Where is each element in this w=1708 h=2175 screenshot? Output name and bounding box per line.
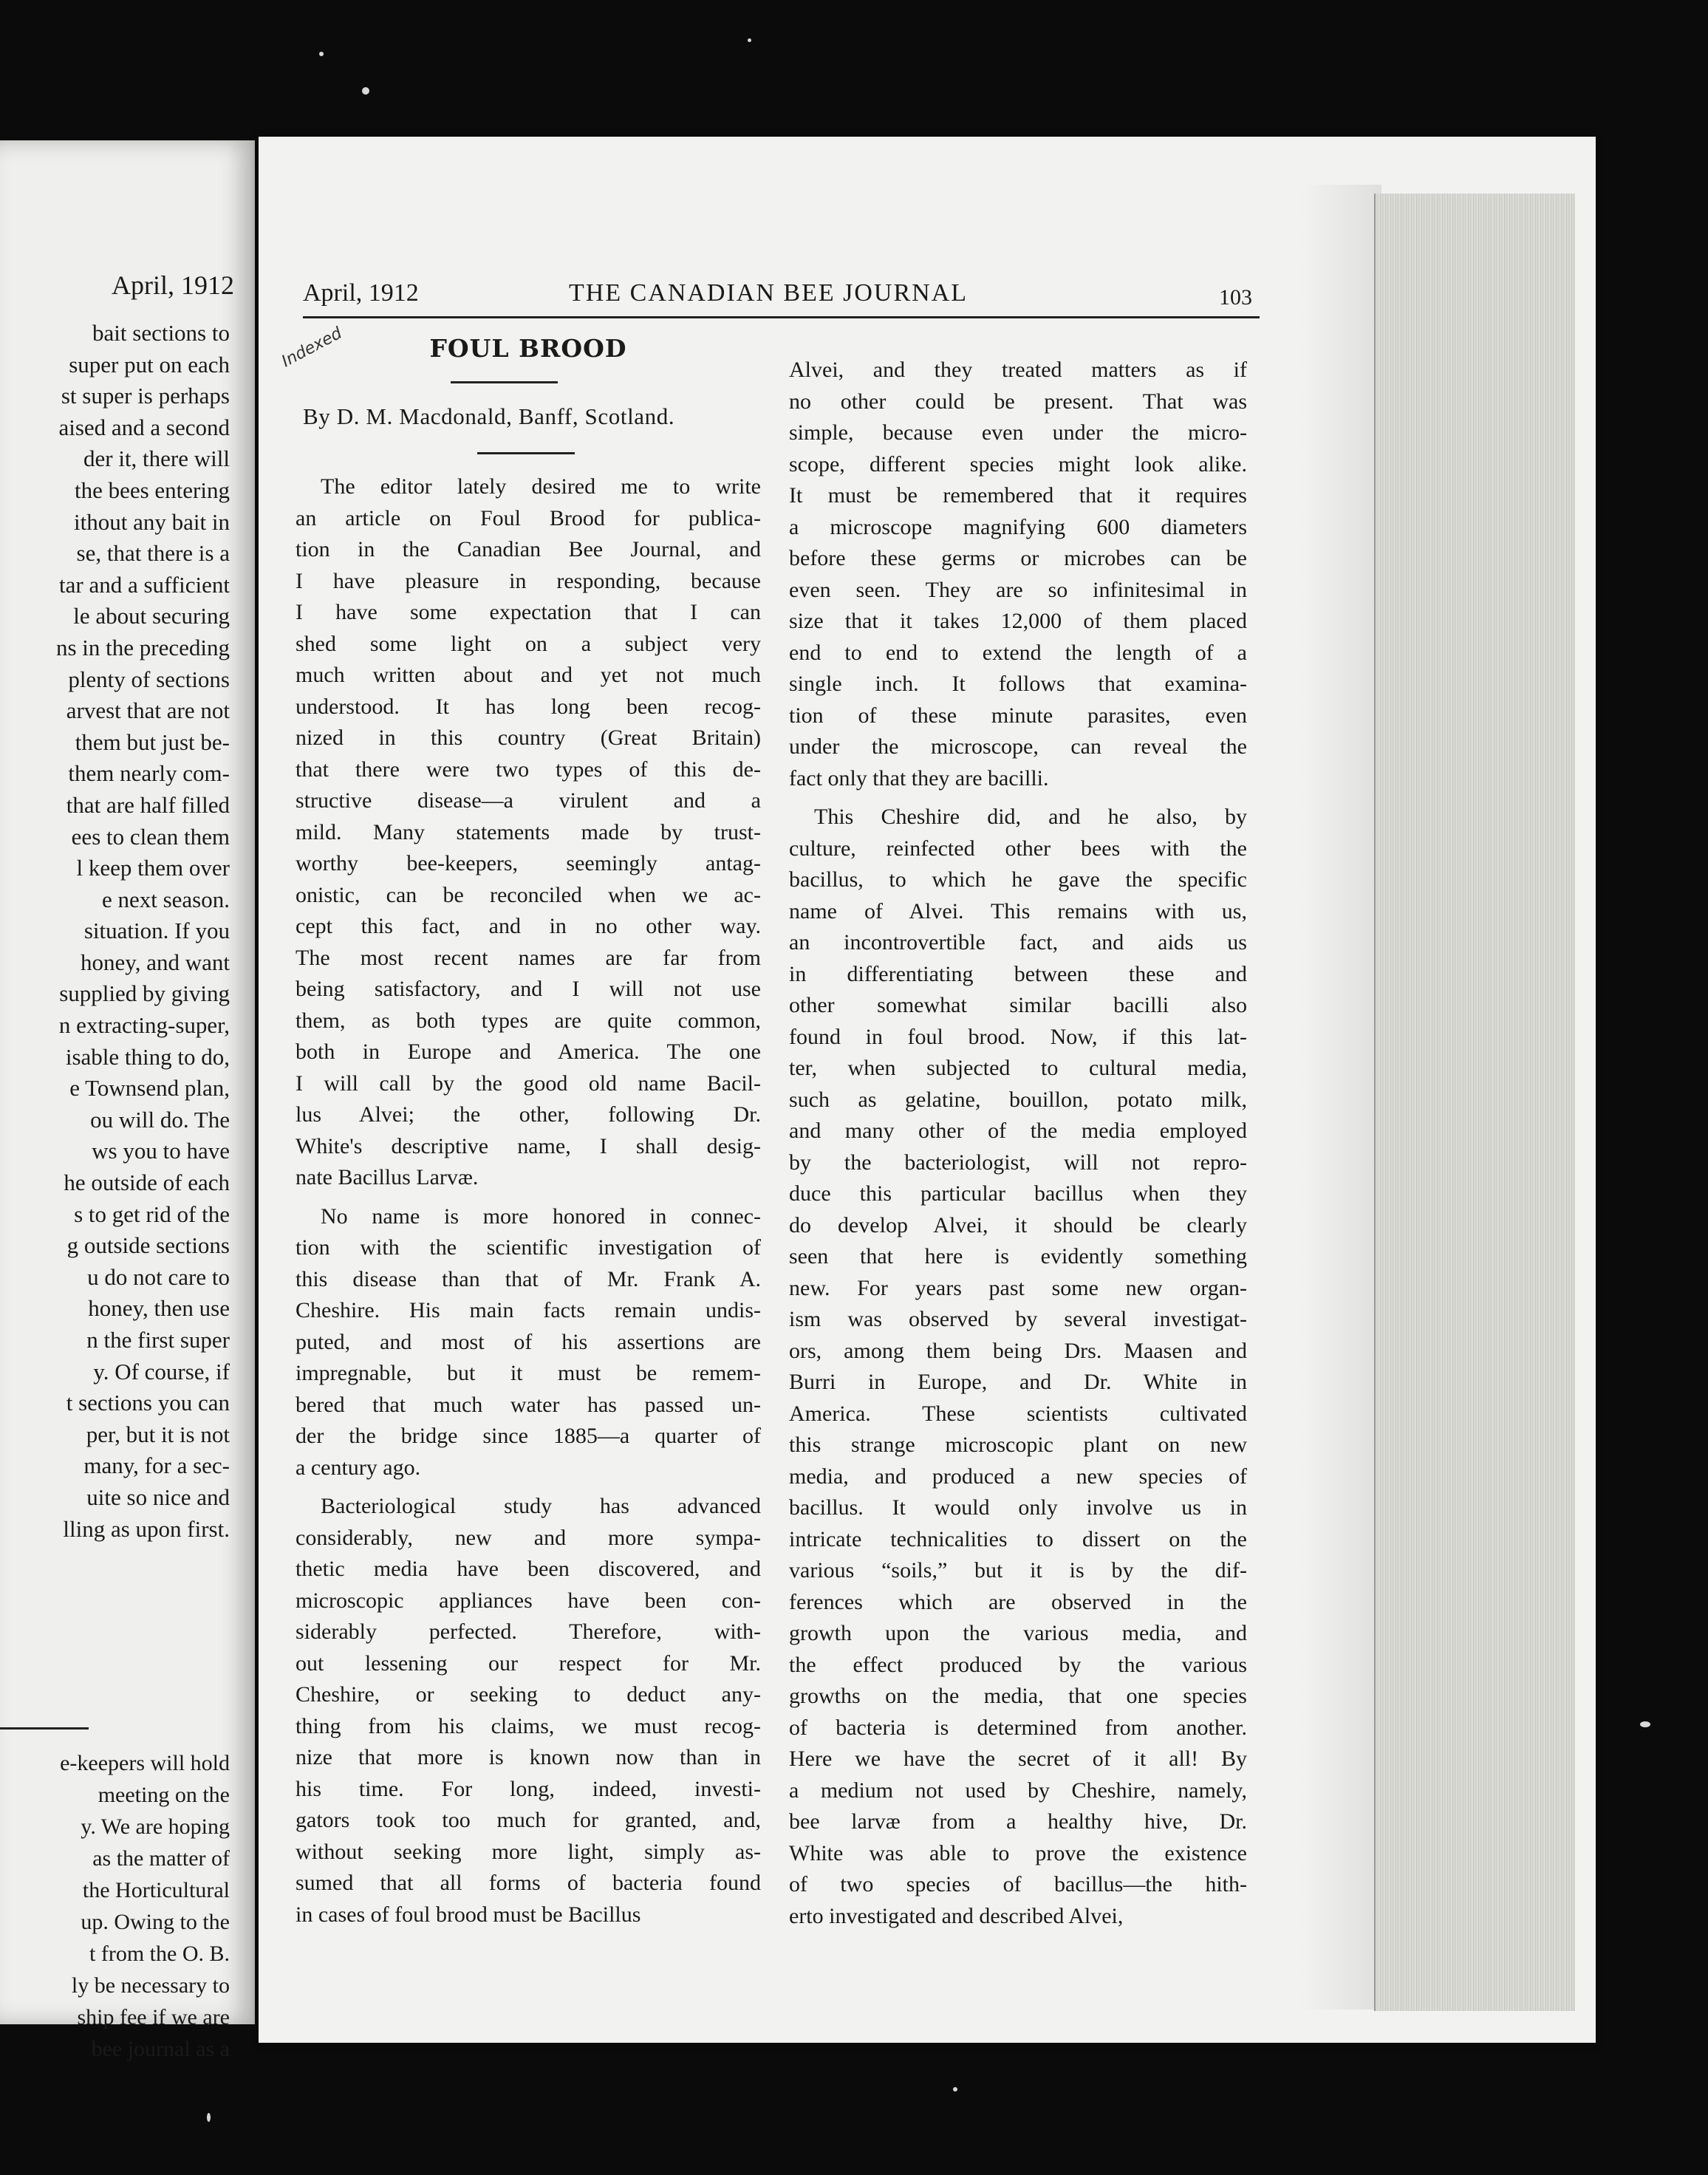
article-line: Here we have the secret of it all! By <box>789 1747 1247 1771</box>
facing-page-line: uite so nice and <box>86 1483 230 1510</box>
article-line: Cheshire. His main facts remain undis- <box>296 1298 761 1322</box>
article-line: of two species of bacillus—the hith- <box>789 1872 1247 1896</box>
article-line: microscopic appliances have been con- <box>296 1588 761 1613</box>
facing-page-line: e-keepers will hold <box>60 1751 230 1775</box>
facing-page-header: April, 1912 <box>112 270 234 300</box>
article-line: considerably, new and more sympa- <box>296 1525 761 1550</box>
facing-page-text <box>0 318 230 1545</box>
article-line: duce this particular bacillus when they <box>789 1181 1247 1206</box>
facing-page-line: situation. If you <box>83 918 230 944</box>
article-line: It must be remembered that it requires <box>789 483 1247 508</box>
facing-page-line: many, for a sec- <box>83 1452 230 1479</box>
facing-page-line: ns in the preceding <box>55 634 230 660</box>
article-line: The most recent names are far from <box>296 945 761 970</box>
article-line: No name is more honored in connec- <box>321 1203 761 1229</box>
article-line: various “soils,” but it is by the dif- <box>789 1558 1247 1582</box>
facing-page-line: plenty of sections <box>68 666 230 692</box>
facing-page-line: up. Owing to the <box>81 1910 230 1934</box>
article-line: White's descriptive name, I shall desig- <box>296 1133 761 1158</box>
facing-page-line: isable thing to do, <box>65 1043 230 1070</box>
article-line: simple, because even under the micro- <box>789 420 1247 445</box>
article-line: being satisfactory, and I will not use <box>296 977 761 1001</box>
facing-page-line: that are half filled <box>66 791 230 818</box>
facing-page-line: l keep them over <box>76 855 230 881</box>
article-line: growth upon the various media, and <box>789 1621 1247 1645</box>
film-speck <box>748 38 751 42</box>
article-line: The editor lately desired me to write <box>321 474 761 499</box>
article-line: before these germs or microbes can be <box>789 546 1247 570</box>
article-line: bered that much water has passed un- <box>296 1392 761 1417</box>
facing-page-line: bait sections to <box>92 320 230 346</box>
journal-title: THE CANADIAN BEE JOURNAL <box>569 279 969 307</box>
article-line: nate Bacillus Larvæ. <box>296 1165 479 1189</box>
article-line: siderably perfected. Therefore, with- <box>296 1619 761 1644</box>
facing-page-line: ou will do. The <box>90 1106 230 1133</box>
facing-page-line: he outside of each <box>64 1170 230 1196</box>
article-line: and many other of the media employed <box>789 1119 1247 1143</box>
article-line: tion in the Canadian Bee Journal, and <box>296 537 761 561</box>
article-line: Cheshire, or seeking to deduct any- <box>296 1682 761 1707</box>
article-line: a century ago. <box>296 1455 421 1480</box>
article-line: of bacteria is determined from another. <box>789 1715 1247 1740</box>
article-line: a microscope magnifying 600 diameters <box>789 514 1247 539</box>
facing-page-line: y. We are hoping <box>81 1814 230 1839</box>
article-line: do develop Alvei, it should be clearly <box>789 1212 1247 1237</box>
facing-page-line: meeting on the <box>98 1783 230 1807</box>
facing-page-line: ly be necessary to <box>71 1973 230 1998</box>
article-line: under the microscope, can reveal the <box>789 734 1247 759</box>
facing-page-line: super put on each <box>69 351 230 378</box>
article-line: lus Alvei; the other, following Dr. <box>296 1102 761 1127</box>
article-line: end to end to extend the length of a <box>789 640 1247 665</box>
article-line: an article on Foul Brood for publica- <box>296 505 761 530</box>
article-line: the effect produced by the various <box>789 1652 1247 1677</box>
facing-page-line: le about securing <box>73 603 230 629</box>
facing-page <box>0 140 255 2061</box>
page-shadow <box>1300 185 1381 2010</box>
facing-page-line: u do not care to <box>87 1263 230 1290</box>
film-speck <box>953 2087 957 2092</box>
article-line: this disease than that of Mr. Frank A. <box>296 1266 761 1291</box>
article-line: nize that more is known now than in <box>296 1745 761 1769</box>
title-rule <box>451 381 558 383</box>
film-speck <box>362 87 369 95</box>
page-number: 103 <box>1219 285 1252 310</box>
article-line: that there were two types of this de- <box>296 757 761 782</box>
facing-page-rule <box>0 1727 89 1730</box>
facing-page-line: the bees entering <box>74 477 230 503</box>
facing-page-line: them nearly com- <box>68 760 230 787</box>
facing-page-line: ees to clean them <box>71 823 230 850</box>
facing-page-line: as the matter of <box>92 1846 230 1871</box>
article-line: shed some light on a subject very <box>296 631 761 656</box>
article-line: I have some expectation that I can <box>296 600 761 624</box>
facing-page-line: tar and a sufficient <box>59 571 230 598</box>
facing-page-line: s to get rid of the <box>74 1201 230 1227</box>
article-line: both in Europe and America. The one <box>296 1039 761 1064</box>
facing-page-line: e Townsend plan, <box>69 1075 230 1102</box>
article-line: culture, reinfected other bees with the <box>789 836 1247 861</box>
facing-page-text-lower <box>0 1747 230 2065</box>
article-line: cept this fact, and in no other way. <box>296 914 761 938</box>
handwritten-annotation: Indexed <box>279 324 346 372</box>
article-byline: By D. M. Macdonald, Banff, Scotland. <box>303 403 675 429</box>
article-line: seen that here is evidently something <box>789 1244 1247 1269</box>
article-line: I will call by the good old name Bacil- <box>296 1071 761 1096</box>
article-line: ferences which are observed in the <box>789 1589 1247 1614</box>
article-line: America. These scientists cultivated <box>789 1401 1247 1426</box>
article-line: media, and produced a new species of <box>789 1464 1247 1489</box>
article-line: bacillus, to which he gave the specific <box>789 867 1247 892</box>
article-line: scope, different species might look alike. <box>789 451 1247 477</box>
article-line: growths on the media, that one species <box>789 1684 1247 1708</box>
page-edge-stack <box>1374 194 1575 2011</box>
article-line: intricate technicalities to dissert on the <box>789 1526 1247 1551</box>
running-head <box>303 279 1260 318</box>
article-line: sumed that all forms of bacteria found <box>296 1871 761 1895</box>
facing-page-line: t from the O. B. <box>89 1942 230 1966</box>
article-line: nized in this country (Great Britain) <box>296 725 761 750</box>
facing-page-line: n the first super <box>86 1327 230 1353</box>
paragraph-gap <box>296 1194 761 1201</box>
article-line: worthy bee-keepers, seemingly antag- <box>296 851 761 875</box>
facing-page-line: per, but it is not <box>86 1421 230 1447</box>
article-line: them, as both types are quite common, <box>296 1008 761 1033</box>
article-line: an incontrovertible fact, and aids us <box>789 930 1247 955</box>
facing-page-line: t sections you can <box>66 1390 230 1416</box>
facing-page-line: lling as upon first. <box>63 1515 230 1542</box>
facing-page-line: der it, there will <box>83 445 230 472</box>
article-line: no other could be present. That was <box>789 389 1247 414</box>
article-line: ism was observed by several investigat- <box>789 1307 1247 1331</box>
article-line: name of Alvei. This remains with us, <box>789 898 1247 923</box>
article-line: much written about and yet not much <box>296 663 761 687</box>
article-line: thetic media have been discovered, and <box>296 1557 761 1581</box>
article-line: onistic, can be reconciled when we ac- <box>296 882 761 907</box>
paragraph-gap <box>789 794 1247 802</box>
article-line: tion of these minute parasites, even <box>789 703 1247 728</box>
article-line: mild. Many statements made by trust- <box>296 819 761 844</box>
film-speck <box>207 2113 211 2122</box>
article-line: size that it takes 12,000 of them placed <box>789 609 1247 633</box>
article-line: fact only that they are bacilli. <box>789 765 1049 791</box>
film-speck <box>319 52 324 56</box>
film-speck <box>1640 1721 1650 1727</box>
facing-page-line: ship fee if we are <box>77 2005 230 2029</box>
article-title: FOUL BROOD <box>429 334 627 363</box>
article-line: his time. For long, indeed, investi- <box>296 1776 761 1801</box>
header-date: April, 1912 <box>303 279 419 307</box>
article-line: ors, among them being Drs. Maasen and <box>789 1338 1247 1363</box>
article-line: Burri in Europe, and Dr. White in <box>789 1370 1247 1394</box>
paragraph-gap <box>296 1483 761 1491</box>
facing-page-line: honey, and want <box>80 949 230 975</box>
article-line: bacillus. It would only involve us in <box>789 1495 1247 1520</box>
article-line: White was able to prove the existence <box>789 1840 1247 1865</box>
facing-page-line: honey, then use <box>88 1295 230 1322</box>
byline-rule <box>477 452 575 454</box>
article-column-left <box>296 471 761 1930</box>
facing-page-line: the Horticultural <box>82 1878 230 1902</box>
article-line: in cases of foul brood must be Bacillus <box>296 1902 641 1927</box>
article-line: single inch. It follows that examina- <box>789 672 1247 696</box>
article-line: other somewhat similar bacilli also <box>789 993 1247 1017</box>
article-line: new. For years past some new organ- <box>789 1275 1247 1300</box>
article-line: such as gelatine, bouillon, potato milk, <box>789 1087 1247 1112</box>
article-line: understood. It has long been recog- <box>296 694 761 719</box>
facing-page-line: aised and a second <box>58 414 230 440</box>
facing-page-line: them but just be- <box>75 728 230 755</box>
article-line: Alvei, and they treated matters as if <box>789 358 1247 382</box>
facing-page-line: st super is perhaps <box>61 383 230 409</box>
article-line: structive disease—a virulent and a <box>296 788 761 813</box>
article-column-right <box>789 355 1247 1932</box>
article-line: tion with the scientific investigation of <box>296 1235 761 1260</box>
article-line: I have pleasure in responding, because <box>296 568 761 593</box>
facing-page-line: ws you to have <box>92 1138 230 1164</box>
article-line: bee larvæ from a healthy hive, Dr. <box>789 1809 1247 1834</box>
facing-page-line: y. Of course, if <box>93 1358 230 1384</box>
article-line: ter, when subjected to cultural media, <box>789 1056 1247 1080</box>
article-line: Bacteriological study has advanced <box>321 1494 761 1518</box>
facing-page-line: supplied by giving <box>59 980 230 1007</box>
article-line: by the bacteriologist, will not repro- <box>789 1150 1247 1175</box>
article-line: even seen. They are so infinitesimal in <box>789 577 1247 602</box>
article-line: puted, and most of his assertions are <box>296 1329 761 1354</box>
article-line: thing from his claims, we must recog- <box>296 1713 761 1738</box>
article-line: found in foul brood. Now, if this lat- <box>789 1024 1247 1049</box>
facing-page-line: se, that there is a <box>76 540 230 567</box>
article-line: out lessening our respect for Mr. <box>296 1650 761 1676</box>
facing-page-line: g outside sections <box>66 1232 230 1259</box>
article-line: impregnable, but it must be remem- <box>296 1361 761 1385</box>
facing-page-line: n extracting-super, <box>58 1012 230 1039</box>
article-line: This Cheshire did, and he also, by <box>814 805 1247 829</box>
article-line: without seeking more light, simply as- <box>296 1839 761 1864</box>
article-line: in differentiating between these and <box>789 961 1247 986</box>
facing-page-line: bee journal as a <box>91 2037 230 2061</box>
article-line: erto investigated and described Alvei, <box>789 1903 1124 1928</box>
facing-page-line: ithout any bait in <box>74 508 230 535</box>
article-line: gators took too much for granted, and, <box>296 1808 761 1832</box>
article-line: a medium not used by Cheshire, namely, <box>789 1778 1247 1803</box>
article-line: der the bridge since 1885—a quarter of <box>296 1424 761 1448</box>
facing-page-line: e next season. <box>101 886 230 912</box>
facing-page-line: arvest that are not <box>66 697 230 724</box>
article-line: this strange microscopic plant on new <box>789 1433 1247 1457</box>
